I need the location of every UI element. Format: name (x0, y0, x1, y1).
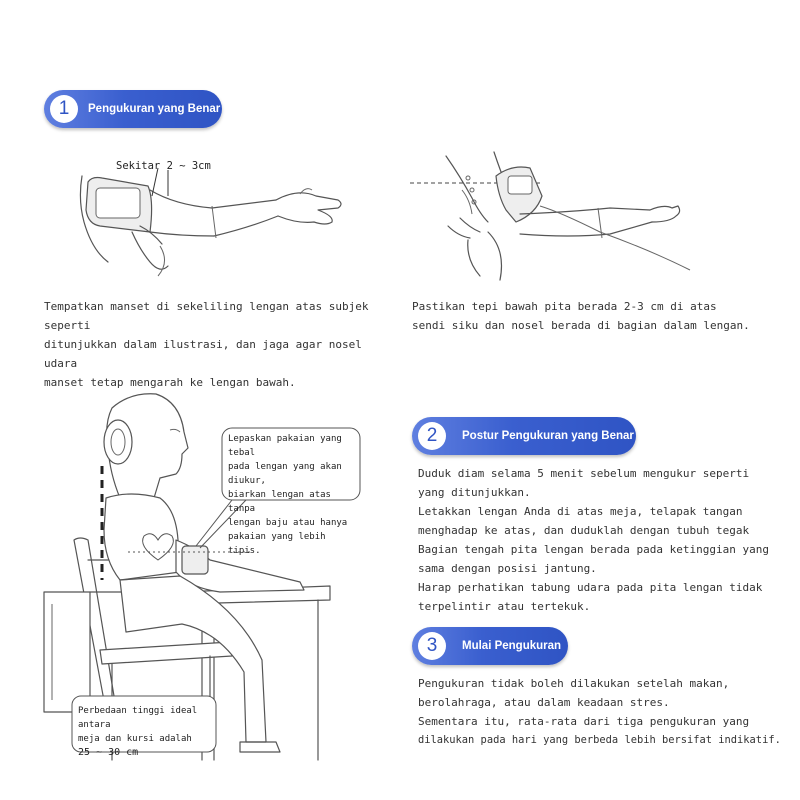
text-line: ditunjukkan dalam ilustrasi, dan jaga agar nosel udara (44, 338, 362, 370)
text-line: manset tetap mengarah ke lengan bawah. (44, 376, 296, 389)
text-line: Bagian tengah pita lengan berada pada ketinggian yang (418, 543, 769, 556)
height-callout (78, 704, 214, 760)
section-2-title: Postur Pengukuran yang Benar (462, 430, 634, 442)
callout-line: Perbedaan tinggi ideal antara (78, 706, 198, 730)
gap-label: Sekitar 2 ~ 3cm (116, 160, 211, 172)
section-1-header (44, 90, 222, 128)
arm-cuff-illustration-right (410, 152, 690, 280)
text-line: Duduk diam selama 5 menit sebelum mengukur seperti (418, 467, 750, 480)
clothing-callout (228, 432, 358, 558)
text-line: sama dengan posisi jantung. (418, 562, 597, 575)
section-3-header (412, 627, 568, 665)
section-1-number: 1 (50, 95, 78, 123)
arm-cuff-illustration-left (80, 168, 341, 276)
section-1-left-text (44, 297, 384, 392)
callout-line: Lepaskan pakaian yang tebal (228, 434, 342, 458)
callout-line: meja dan kursi adalah (78, 734, 192, 744)
section-3-number: 3 (418, 632, 446, 660)
text-line: berolahraga, atau dalam keadaan stres. (418, 696, 670, 709)
text-line: yang ditunjukkan. (418, 486, 531, 499)
section-1-title: Pengukuran yang Benar (88, 103, 221, 115)
section-3-title: Mulai Pengukuran (462, 640, 562, 652)
text-line: terpelintir atau tertekuk. (418, 600, 591, 613)
callout-line: 25 ~ 30 cm (78, 747, 139, 758)
text-line: Harap perhatikan tabung udara pada pita lengan tidak (418, 581, 763, 594)
text-line: Pengukuran tidak boleh dilakukan setelah makan, (418, 677, 730, 690)
callout-line: pakaian yang lebih tipis. (228, 532, 326, 556)
callout-line: lengan baju atau hanya (228, 518, 348, 528)
callout-line: pada lengan yang akan diukur, (228, 462, 342, 486)
text-line: Letakkan lengan Anda di atas meja, telapak tangan (418, 505, 743, 518)
section-1-right-text (412, 297, 772, 335)
text-line: menghadap ke atas, dan duduklah dengan tubuh tegak (418, 524, 750, 537)
text-line: Sementara itu, rata-rata dari tiga pengukuran yang (418, 715, 750, 728)
section-2-number: 2 (418, 422, 446, 450)
text-line: Pastikan tepi bawah pita berada 2-3 cm di atas (412, 300, 717, 313)
text-line: sendi siku dan nosel berada di bagian dalam lengan. (412, 319, 750, 332)
text-line: Tempatkan manset di sekeliling lengan atas subjek seperti (44, 300, 369, 332)
section-3-text (418, 674, 788, 750)
section-2-header (412, 417, 636, 455)
callout-line: biarkan lengan atas tanpa (228, 490, 331, 514)
text-line: dilakukan pada hari yang berbeda lebih bersifat indikatif. (418, 734, 781, 746)
section-2-text (418, 464, 788, 616)
